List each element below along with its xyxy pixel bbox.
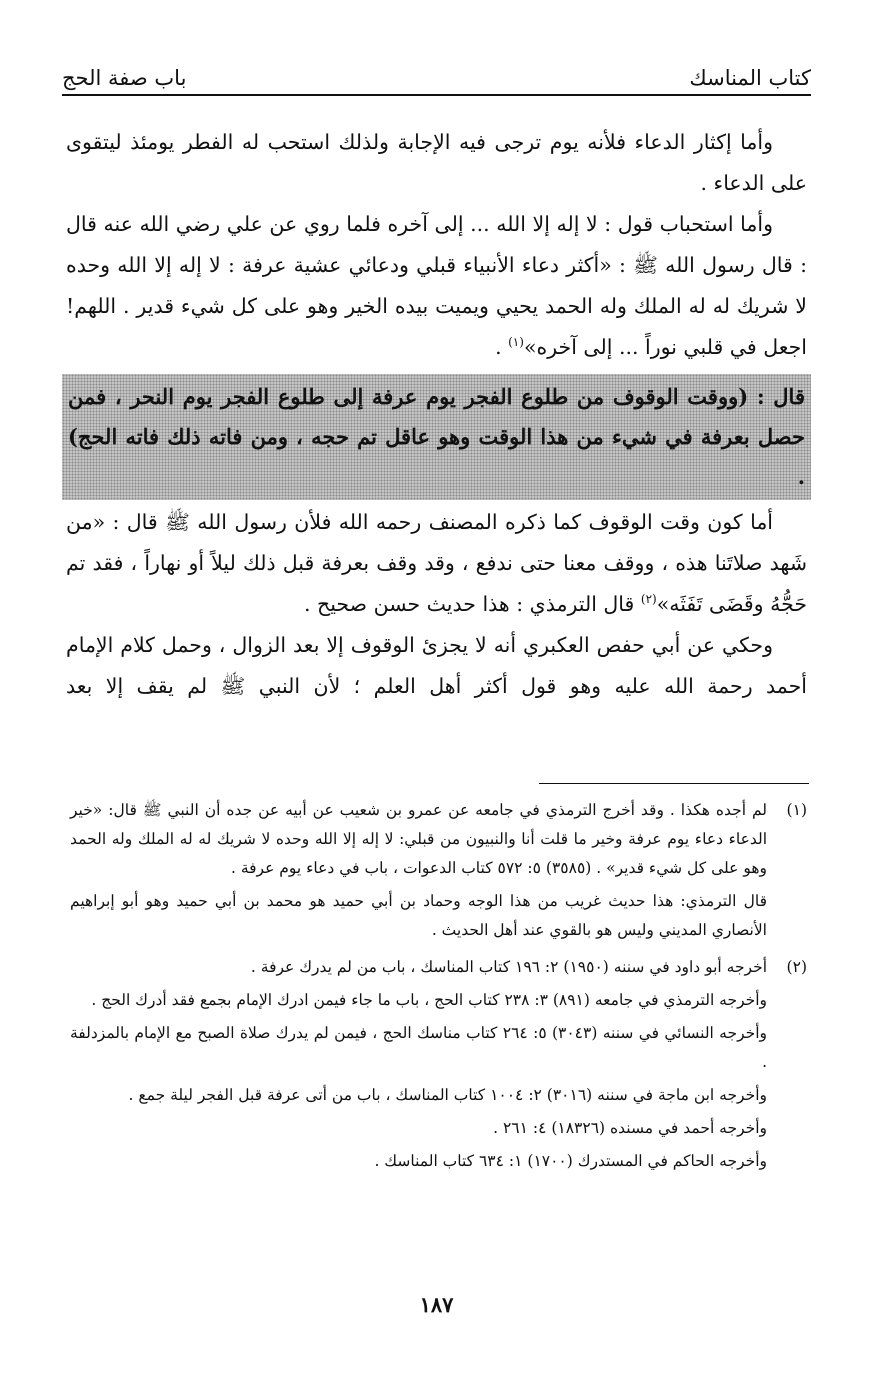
footnote-paragraph: وأخرجه أحمد في مسنده (١٨٣٢٦) ٤: ٢٦١ .: [493, 1119, 767, 1137]
paragraph-3-end: قال الترمذي : هذا حديث حسن صحيح .: [303, 592, 641, 616]
paragraph-2: [66, 204, 807, 368]
footnote-paragraph: أخرجه أبو داود في سننه (١٩٥٠) ٢: ١٩٦ كتاب المناسك ، باب من لم يدرك عرفة .: [250, 958, 767, 976]
paragraph-4: وحكي عن أبي حفص العكبري أنه لا يجزئ الوقوف إلا بعد الزوال ، وحمل كلام الإمام أحمد رحمة الله عليه وهو قول أكثر أهل العلم ؛ لأن النبي ﷺ لم يقف إلا بعد: [66, 633, 807, 698]
footnote-paragraph: لم أجده هكذا . وقد أخرج الترمذي في جامعه عن عمرو بن شعيب عن أبيه عن جده أن النبي ﷺ قال: «خير الدعاء دعاء يوم عرفة وخير ما قلت أنا والنبيون من قبلي: لا إله إلا الله وحده لا شريك له له الملك وله الحمد وهو على كل شيء قدير» . (٣٥٨٥) ٥: ٥٧٢ كتاب الدعوات ، باب في دعاء يوم عرفة .: [70, 801, 767, 877]
footnote-separator: [539, 783, 809, 784]
footnote-ref-1[interactable]: (١): [508, 335, 524, 350]
main-text: [66, 122, 807, 707]
page-number: ١٨٧: [419, 1292, 454, 1317]
footnote-paragraph: وأخرجه الترمذي في جامعه (٨٩١) ٣: ٢٣٨ كتاب الحج ، باب ما جاء فيمن ادرك الإمام بجمع فقد أدرك الحج .: [91, 991, 767, 1009]
footnote-number: (٢): [786, 958, 807, 976]
footnote-body: [70, 953, 767, 1180]
header-chapter-title: كتاب المناسك: [689, 66, 811, 90]
paragraph-2-text: وأما استحباب قول : لا إله إلا الله ... إلى آخره فلما روي عن علي رضي الله عنه قال : قال رسول الله ﷺ : «أكثر دعاء الأنبياء قبلي ودعائي عشية عرفة : لا إله إلا الله وحده لا شريك له له الملك وله الحمد يحيي ويميت بيده الخير وهو على كل شيء قدير . اللهم! اجعل في قلبي نوراً ... إلى آخره»: [66, 212, 807, 359]
footnotes: [70, 796, 807, 1184]
footnote-ref-2[interactable]: (٢): [640, 592, 657, 607]
footnote-number: (١): [786, 801, 807, 819]
footnote-paragraph: وأخرجه ابن ماجة في سننه (٣٠١٦) ٢: ١٠٠٤ كتاب المناسك ، باب من أتى عرفة قبل الفجر ليلة جمع .: [128, 1086, 767, 1104]
paragraph-2-end: .: [495, 335, 509, 359]
running-header: [62, 50, 811, 96]
footnote-paragraph: وأخرجه النسائي في سننه (٣٠٤٣) ٥: ٢٦٤ كتاب مناسك الحج ، فيمن لم يدرك صلاة الصبح مع الإمام بالمزدلفة .: [70, 1024, 767, 1071]
paragraph-3-text: أما كون وقت الوقوف كما ذكره المصنف رحمه الله فلأن رسول الله ﷺ قال : «من شَهد صلاتَنا هذه ، ووقف معنا حتى ندفع ، وقد وقف بعرفة قبل ذلك ليلاً أو نهاراً ، فقد تم حَجُّهُ وقَضَى تَفَثَه»: [66, 510, 807, 616]
footnote-2: [70, 953, 807, 1180]
paragraph-1: وأما إكثار الدعاء فلأنه يوم ترجى فيه الإجابة ولذلك استحب له الفطر يومئذ ليتقوى على الدعاء .: [66, 130, 807, 195]
footnote-paragraph: وأخرجه الحاكم في المستدرك (١٧٠٠) ١: ٦٣٤ كتاب المناسك .: [374, 1152, 767, 1170]
header-section-title: باب صفة الحج: [62, 66, 187, 90]
highlighted-matn-quote: قال : (ووقت الوقوف من طلوع الفجر يوم عرفة إلى طلوع الفجر يوم النحر ، فمن حصل بعرفة في شيء من هذا الوقت وهو عاقل تم حجه ، ومن فاته ذلك فاته الحج) .: [62, 374, 811, 500]
footnote-1: [70, 796, 807, 949]
paragraph-3: [66, 502, 807, 625]
footnote-body: [70, 796, 767, 949]
footnote-paragraph: قال الترمذي: هذا حديث غريب من هذا الوجه وحماد بن أبي حميد هو محمد بن أبي حميد وهو أبو إبراهيم الأنصاري المديني وليس هو بالقوي عند أهل الحديث .: [70, 892, 767, 939]
